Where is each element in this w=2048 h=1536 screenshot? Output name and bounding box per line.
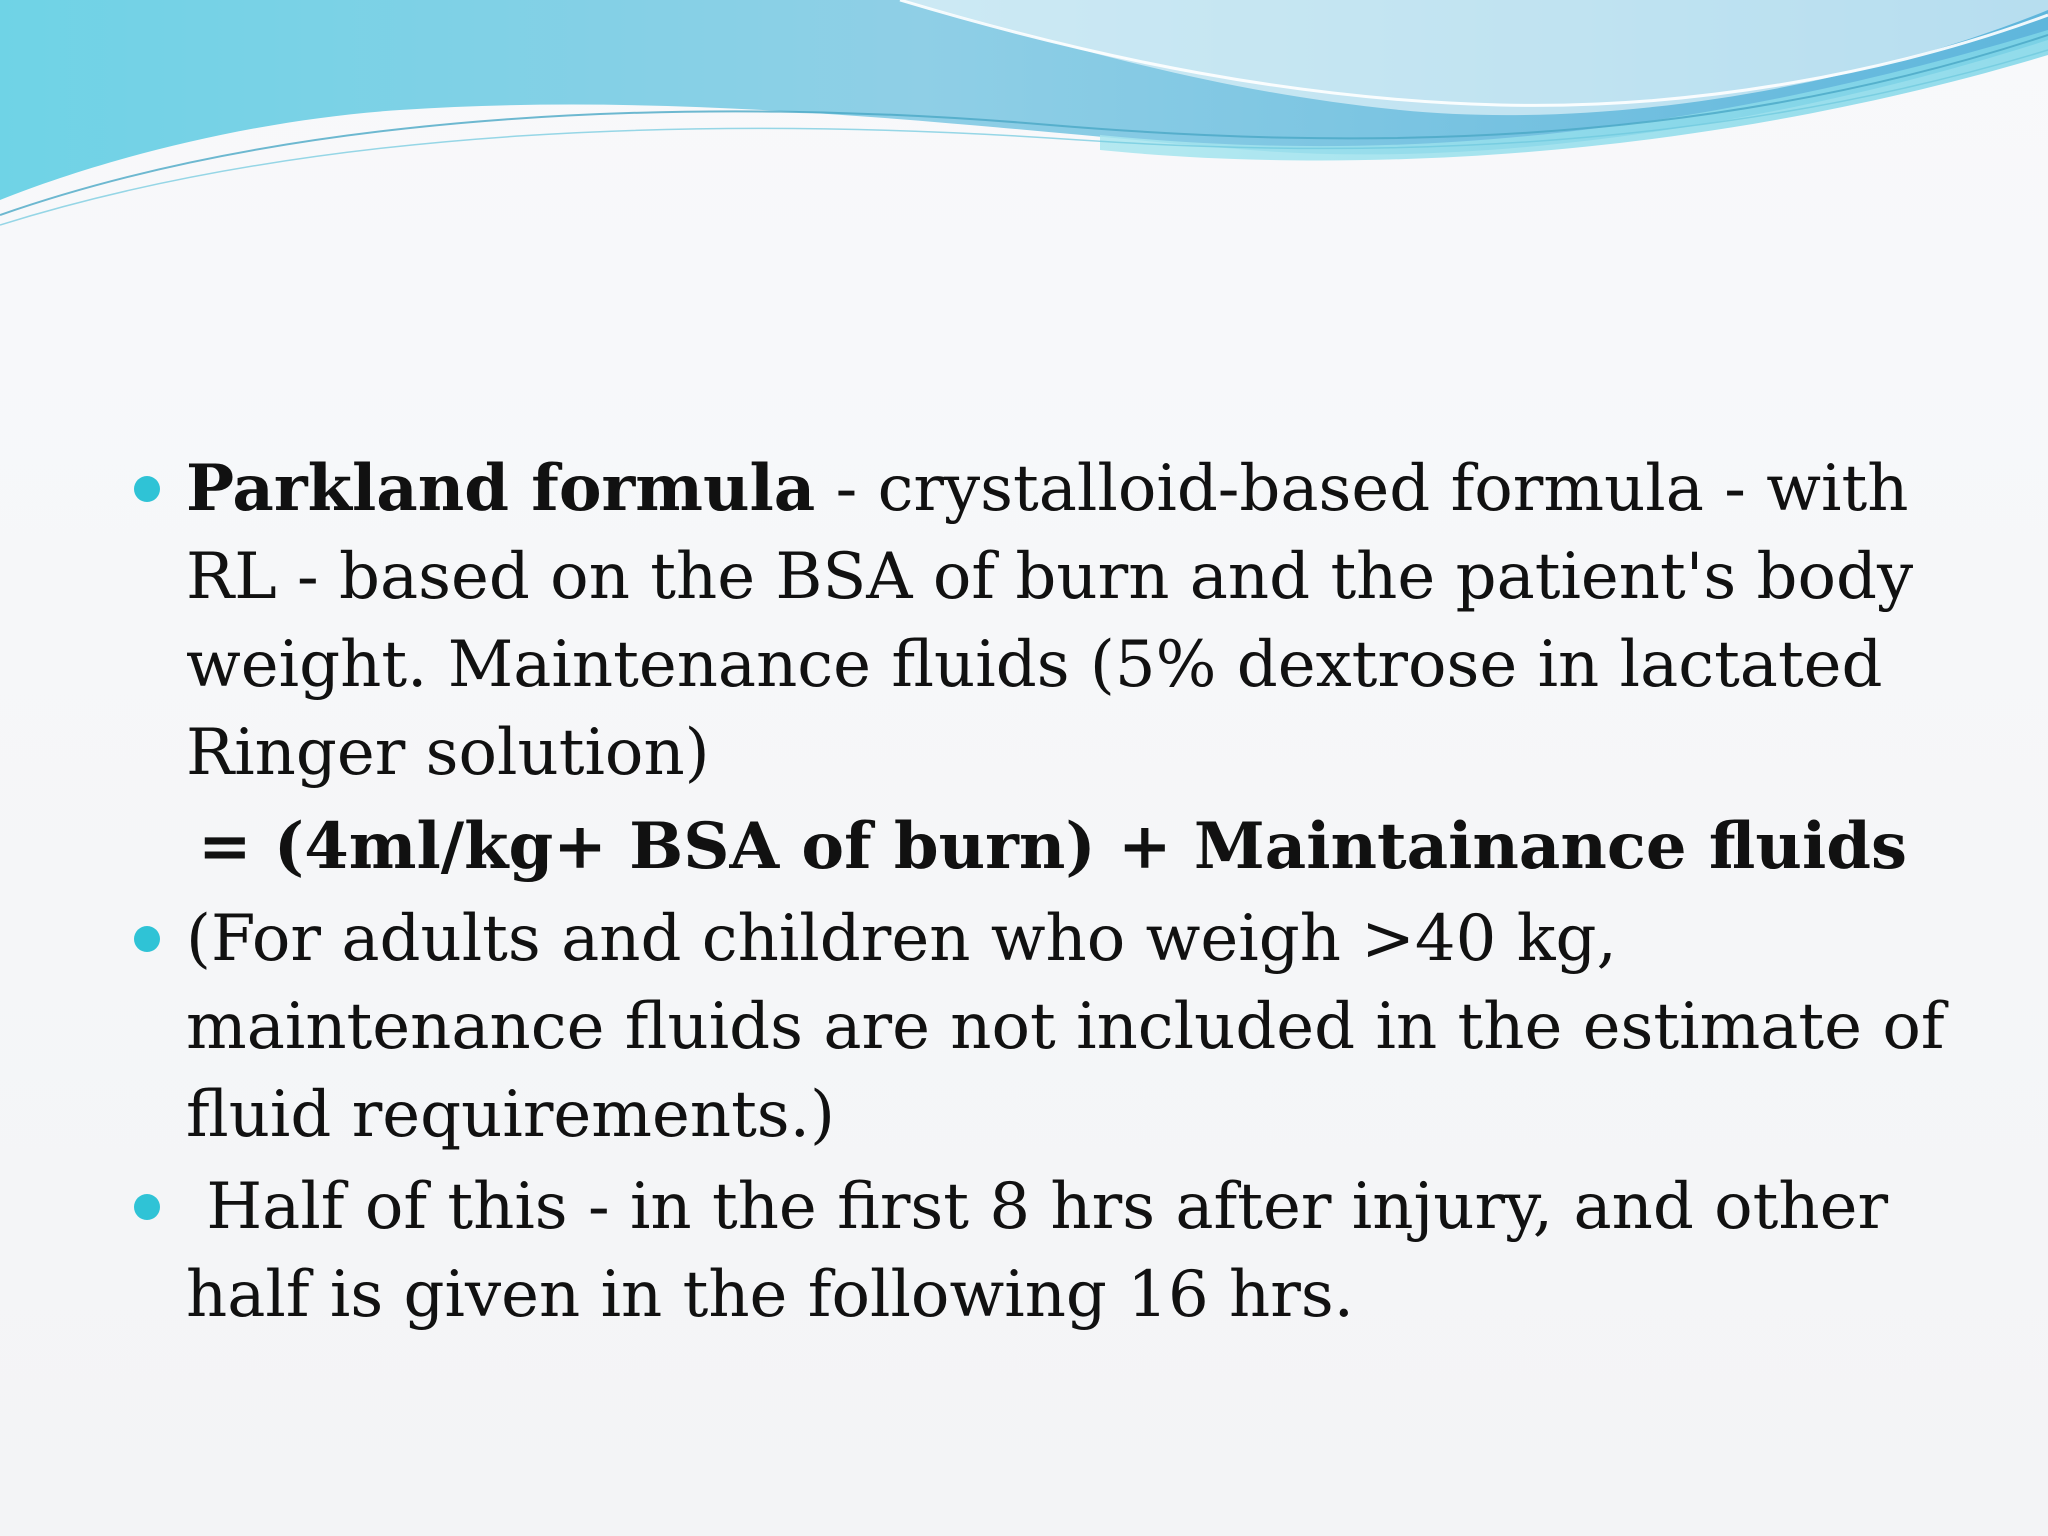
slide-body [120, 445, 1960, 1339]
parkland-term: Parkland formula [186, 451, 816, 526]
timing-note: Half of this - in the first 8 hrs after injury, and other half is given in the following 16 hrs. [186, 1170, 1909, 1332]
parkland-description: - crystalloid-based formula - with RL - based on the BSA of burn and the patient's body weight. Maintenance fluids (5% dextrose in lactated Ringer solution) [186, 452, 1914, 790]
bullet-adults [120, 895, 1960, 1159]
adults-note: (For adults and children who weigh >40 kg, maintenance fluids are not included in the estimate of fluid requirements.) [186, 902, 1945, 1152]
bullet-parkland [120, 445, 1960, 797]
formula-line: = (4ml/kg+ BSA of burn) + Maintainance fluids [198, 809, 1908, 884]
bullet-dot-icon [134, 476, 160, 502]
bullet-dot-icon [134, 1194, 160, 1220]
bullet-list [120, 445, 1960, 1339]
header-wave-decoration [0, 0, 2048, 240]
bullet-dot-icon [134, 926, 160, 952]
bullet-timing [120, 1163, 1960, 1339]
